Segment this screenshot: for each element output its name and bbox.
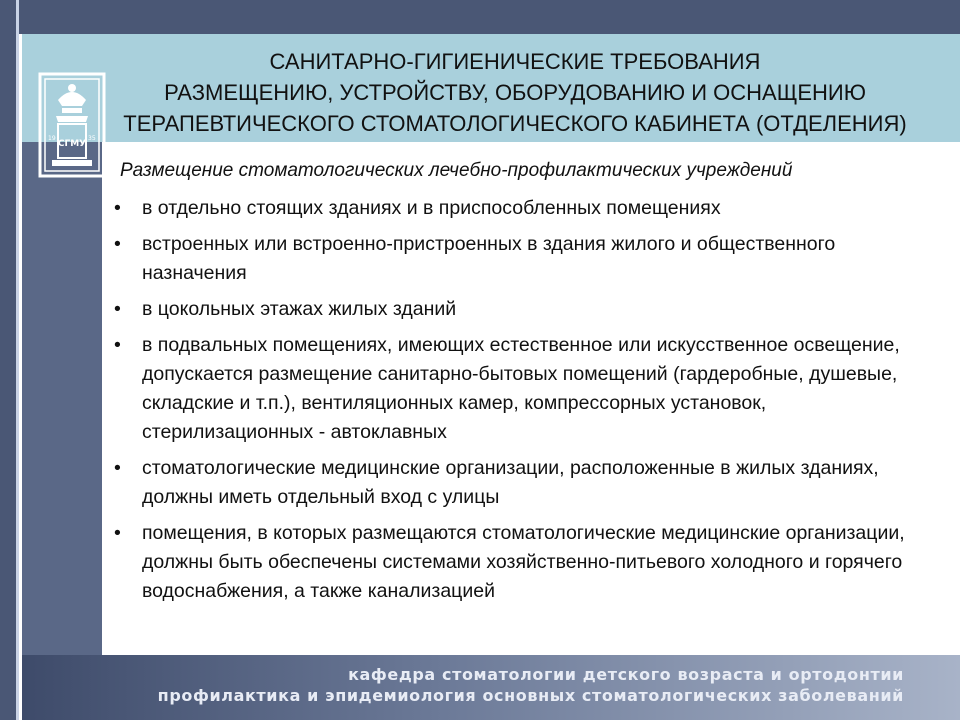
bullet-dot: • (114, 522, 121, 544)
logo-letters: СГМУ (57, 139, 87, 149)
footer-department: кафедра стоматологии детского возраста и ортодонтии (348, 665, 904, 684)
bullet-item (112, 295, 942, 324)
bullet-text: встроенных или встроенно-пристроенных в здания жилого и общественного назначения (142, 233, 836, 284)
footer-course: профилактика и эпидемиология основных стоматологических заболеваний (157, 686, 904, 705)
title-line-1: САНИТАРНО-ГИГИЕНИЧЕСКИЕ ТРЕБОВАНИЯ (269, 49, 761, 74)
bullet-item (112, 519, 942, 606)
bullet-dot: • (114, 334, 121, 356)
bullet-text: в цокольных этажах жилых зданий (142, 298, 457, 320)
bullet-dot: • (114, 197, 121, 219)
bullet-dot: • (114, 233, 121, 255)
title-line-3: ТЕРАПЕВТИЧЕСКОГО СТОМАТОЛОГИЧЕСКОГО КАБИНЕТА (ОТДЕЛЕНИЯ) (123, 111, 907, 136)
bullet-text: в подвальных помещениях, имеющих естественное или искусственное освещение, допускается размещение санитарно-бытовых помещений (гардеробные, душевые, складские и т.п.), вентиляционных камер, компрессорных установок, стерилизационных - автоклавных (142, 334, 900, 443)
bullet-list (112, 194, 942, 613)
bullet-text: помещения, в которых размещаются стоматологические медицинские организации, должны быть обеспечены системами хозяйственно-питьевого холодного и горячего водоснабжения, а также канализацией (142, 522, 905, 602)
left-frame-band (0, 0, 16, 720)
left-frame-stripe (16, 0, 19, 720)
section-subtitle: Размещение стоматологических лечебно-профилактических учреждений (120, 160, 793, 181)
university-logo-icon (36, 70, 108, 180)
bullet-dot: • (114, 298, 121, 320)
bullet-text: стоматологические медицинские организации, расположенные в жилых зданиях, должны иметь отдельный вход с улицы (142, 457, 879, 508)
title-line-2: РАЗМЕЩЕНИЮ, УСТРОЙСТВУ, ОБОРУДОВАНИЮ И ОСНАЩЕНИЮ (164, 80, 866, 105)
bullet-text: в отдельно стоящих зданиях и в приспособленных помещениях (142, 197, 721, 219)
logo-year-right: 35 (88, 135, 96, 142)
slide-title (90, 46, 940, 139)
logo-year-left: 19 (48, 135, 56, 142)
bullet-item (112, 331, 942, 447)
top-frame-band (0, 0, 960, 34)
bullet-item (112, 454, 942, 512)
bullet-item (112, 230, 942, 288)
bullet-item (112, 194, 942, 223)
bullet-dot: • (114, 457, 121, 479)
